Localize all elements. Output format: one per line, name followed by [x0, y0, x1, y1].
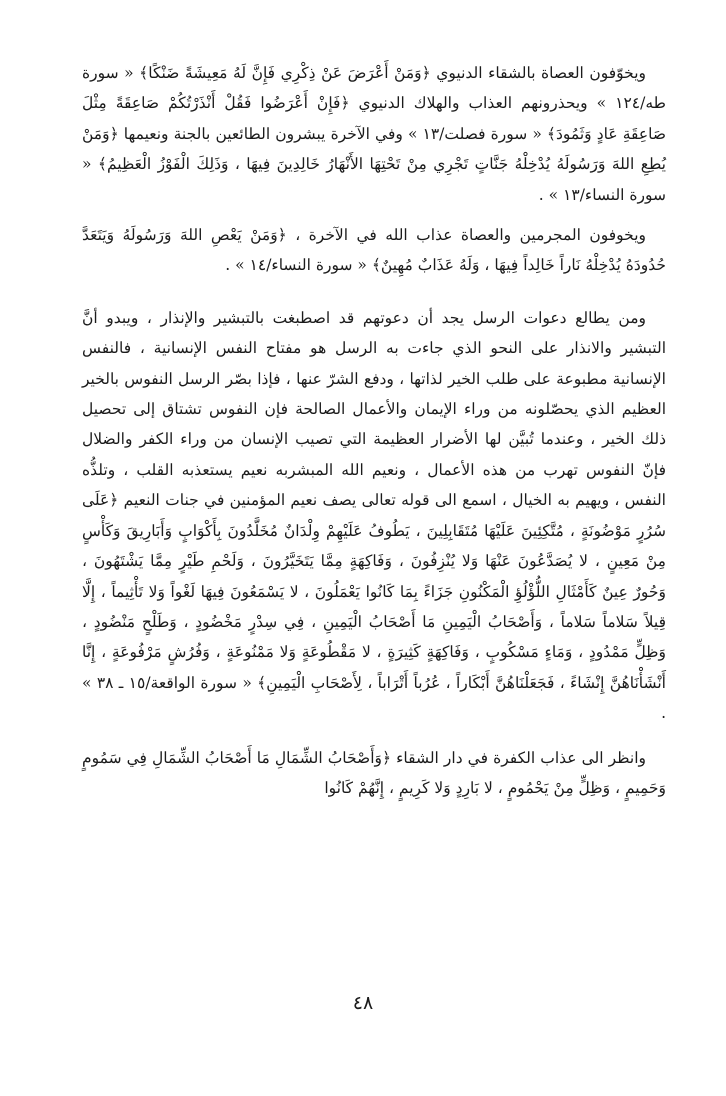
paragraph-warning-hereafter: ويخوفون المجرمين والعصاة عذاب الله في الآخرة ، ﴿وَمَنْ يَعْصِ اللهَ وَرَسُولَهُ وَيَتَعَدَّ حُدُودَهُ يُدْخِلْهُ نَاراً خَالِداً فِيهَا ، وَلَهُ عَذَابٌ مُهِينٌ﴾ « سورة النساء/١٤ » .: [82, 226, 666, 275]
paragraph-disbelievers-punishment: وانظر الى عذاب الكفرة في دار الشقاء ﴿وَأَصْحَابُ الشِّمَالِ مَا أَصْحَابُ الشِّمَالِ فِي سَمُومٍ وَحَمِيمٍ ، وَظِلٍّ مِنْ يَحْمُومٍ ، لا بَارِدٍ وَلا كَرِيمٍ ، إِنَّهُمْ كَانُوا: [82, 748, 666, 797]
page-number: ٤٨: [352, 992, 374, 1014]
paragraph-warning-worldly: ويخوّفون العصاة بالشقاء الدنيوي ﴿وَمَنْ أَعْرَضَ عَنْ ذِكْرِي فَإِنَّ لَهُ مَعِيشَةً ضَنْكًا﴾ « سورة طه/١٢٤ » ويحذرونهم العذاب والهلاك الدنيوي ﴿فَإِنْ أَعْرَضُوا فَقُلْ أَنْذَرْتُكُمْ صَاعِقَةً مِثْلَ صَاعِقَةِ عَادٍ وَثَمُودَ﴾ « سورة فصلت/١٣ » وفي الآخرة يبشرون الطائعين بالجنة ونعيمها ﴿وَمَنْ يُطِعِ اللهَ وَرَسُولَهُ يُدْخِلْهُ جَنَّاتٍ تَجْرِي مِنْ تَحْتِهَا الأَنْهَارُ خَالِدِينَ فِيهَا ، وَذَلِكَ الْفَوْزُ الْعَظِيمُ﴾ « سورة النساء/١٣ » .: [82, 64, 666, 204]
body-text: [82, 58, 666, 803]
paragraph-messengers-calls: ومن يطالع دعوات الرسل يجد أن دعوتهم قد اصطبغت بالتبشير والإنذار ، ويبدو أنَّ التبشير والانذار على النحو الذي جاءت به الرسل هو مفتاح النفس الإنسانية ، فالنفس الإنسانية مطبوعة على طلب الخير لذاتها ، ودفع الشرّ عنها ، فإذا بصّر الرسل النفوس بالخير العظيم الذي يحصّلونه من وراء الإيمان والأعمال الصالحة فإن النفوس تشتاق إلى تحصيل ذلك الخير ، وعندما تُبيَّن لها الأضرار العظيمة التي تصيب الإنسان من وراء الكفر والضلال فإنّ النفوس تهرب من هذه الأعمال ، ونعيم الله المبشربه نعيم يستعذبه القلب ، وتلذُّه النفس ، ويهيم به الخيال ، اسمع الى قوله تعالى يصف نعيم المؤمنين في جنات النعيم ﴿عَلَى سُرُرٍ مَوْضُونَةٍ ، مُتَّكِئِينَ عَلَيْهَا مُتَقَابِلِينَ ، يَطُوفُ عَلَيْهِمْ وِلْدَانٌ مُخَلَّدُونَ بِأَكْوَابٍ وَأَبَارِيقَ وَكَأْسٍ مِنْ مَعِينٍ ، لا يُصَدَّعُونَ عَنْهَا وَلا يُنْزِفُونَ ، وَفَاكِهَةٍ مِمَّا يَتَخَيَّرُونَ ، وَلَحْمِ طَيْرٍ مِمَّا يَشْتَهُونَ ، وَحُورٌ عِينٌ كَأَمْثَالِ اللُّؤْلُؤِ الْمَكْنُونِ جَزَاءً بِمَا كَانُوا يَعْمَلُونَ ، لا يَسْمَعُونَ فِيهَا لَغْواً وَلا تَأْثِيماً ، إِلَّا قِيلاً سَلاماً سَلاماً ، وَأَصْحَابُ الْيَمِينِ مَا أَصْحَابُ الْيَمِينِ ، فِي سِدْرٍ مَخْضُودٍ ، وَطَلْحٍ مَنْضُودٍ ، وَظِلٍّ مَمْدُودٍ ، وَمَاءٍ مَسْكُوبٍ ، وَفَاكِهَةٍ كَثِيرَةٍ ، لا مَقْطُوعَةٍ وَلا مَمْنُوعَةٍ ، وَفُرُشٍ مَرْفُوعَةٍ ، إِنَّا أَنْشَأْنَاهُنَّ إِنْشَاءً ، فَجَعَلْنَاهُنَّ أَبْكَاراً ، عُرُباً أَتْرَاباً ، لِأَصْحَابِ الْيَمِينِ﴾ « سورة الواقعة/١٥ ـ ٣٨ » .: [82, 308, 666, 723]
